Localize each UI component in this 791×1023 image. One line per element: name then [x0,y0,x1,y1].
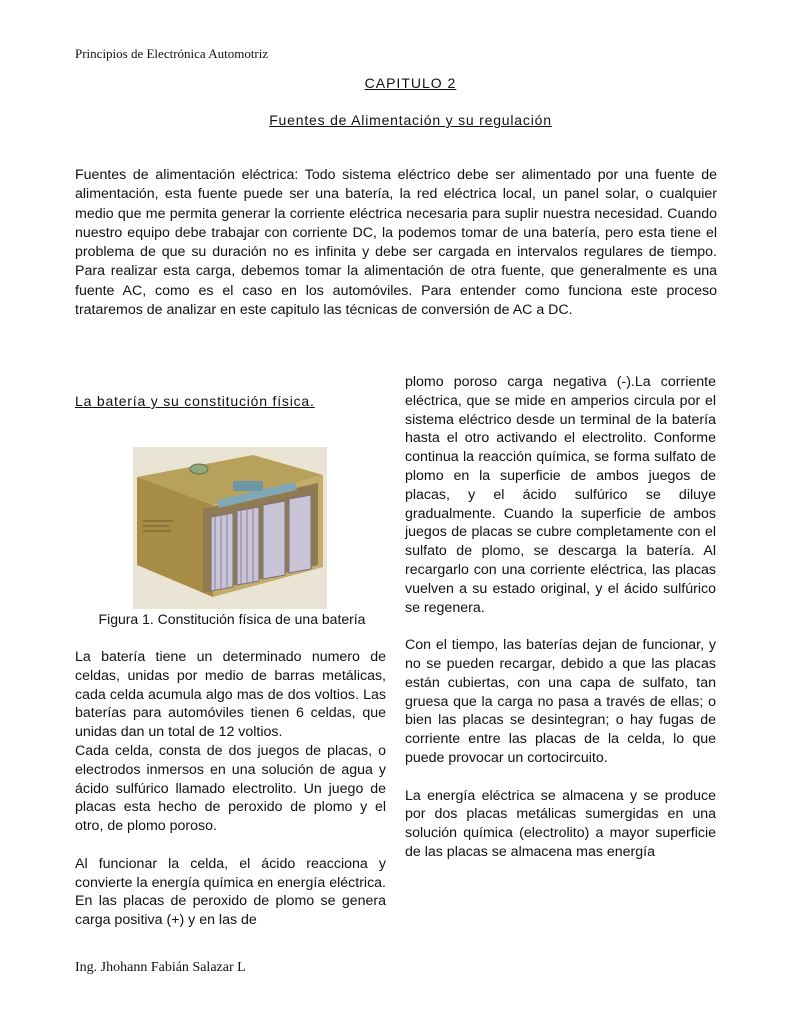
section-heading: La batería y su constitución física. [75,393,315,409]
chapter-subtitle: Fuentes de Alimentación y su regulación [269,112,552,128]
chapter-label: CAPITULO 2 [364,75,457,91]
chapter-title-row [0,75,791,93]
battery-figure [133,447,327,609]
right-paragraph-3: La energía eléctrica se almacena y se produce por dos placas metálicas sumergidas en una solución química (electrolito) a mayor superficie de las placas se almacena mas energía [405,787,716,860]
battery-illustration [133,447,327,609]
left-column [75,648,386,930]
right-paragraph-1: plomo poroso carga negativa (-).La corriente eléctrica, que se mide en amperios circula por el sistema eléctrico desde un terminal de la batería hasta el otro activando el electrolito. Conforme continua la reacción química, se forma sulfato de plomo en la superficie de ambos juegos de placas, y el ácido sulfúrico se diluye gradualmente. Cuando la superficie de ambos juegos de placas se cubre completamente con el sulfato de plomo, se descarga la batería. Al recargarlo con una corriente eléctrica, las placas vuelven a su estado original, y el ácido sulfúrico se regenera. [405,374,716,616]
right-column [405,373,716,862]
page-footer: Ing. Jhohann Fabián Salazar L [75,960,246,975]
right-paragraph-2: Con el tiempo, las baterías dejan de funcionar, y no se pueden recargar, debido a que las placas están cubiertas, con una capa de sulfato, tan gruesa que la carga no pasa a través de ellas; o bien las placas se desintegran; o hay fugas de corriente entre las placas de la celda, lo que puede provocar un cortocircuito. [405,637,716,766]
page-header: Principios de Electrónica Automotriz [75,46,269,61]
left-paragraph-1: La batería tiene un determinado numero de celdas, unidas por medio de barras metálicas, cada celda acumula algo mas de dos voltios. Las baterías para automóviles tienen 6 celdas, que unidas dan un total de 12 voltios. [75,649,386,741]
left-paragraph-2: Cada celda, consta de dos juegos de placas, o electrodos inmersos en una solución de agua y ácido sulfúrico llamado electrolito. Un juego de placas esta hecho de peroxido de plomo y el otro, de plomo poroso. [75,742,386,835]
left-paragraph-3: Al funcionar la celda, el ácido reacciona y convierte la energía química en energía eléctrica. En las placas de peroxido de plomo se genera carga positiva (+) y en las de [75,855,386,929]
intro-paragraph: Fuentes de alimentación eléctrica: Todo sistema eléctrico debe ser alimentado por una fuente de alimentación, esta fuente puede ser una batería, la red eléctrica local, un panel solar, o cualquier medio que me permita generar la corriente eléctrica necesaria para suplir nuestra necesidad. Cuando nuestro equipo debe trabajar con corriente DC, la podemos tomar de una batería, pero esta tiene el problema de que su duración no es infinita y debe ser cargada en intervalos regulares de tiempo. Para realizar esta carga, debemos tomar la alimentación de otra fuente, que generalmente es una fuente AC, como es el caso en los automóviles. Para entender como funciona este proceso trataremos de analizar en este capitulo las técnicas de conversión de AC a DC. [75,167,717,319]
figure-caption: Figura 1. Constitución física de una batería [98,611,366,627]
chapter-subtitle-row [0,112,791,130]
